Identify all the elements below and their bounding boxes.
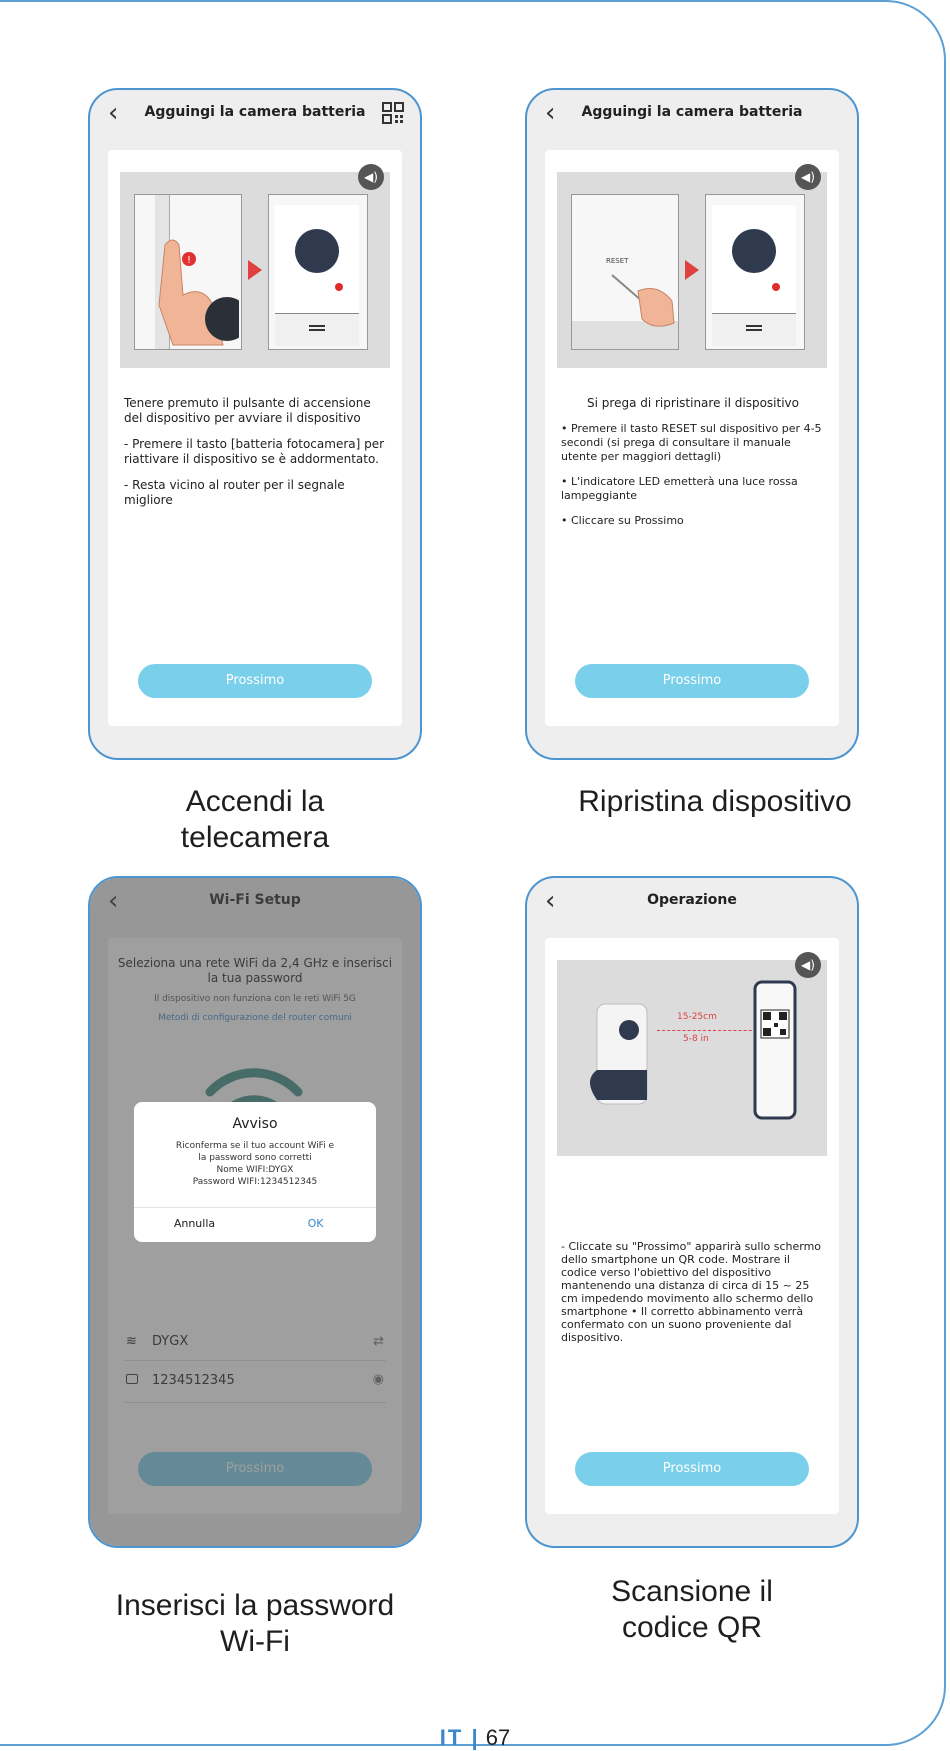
sound-icon[interactable]: ◀) — [795, 164, 821, 190]
dialog-line-3: Nome WIFI:DYGX — [216, 1165, 294, 1175]
illustration-power-button — [120, 172, 390, 368]
caption-reset — [525, 784, 905, 820]
dialog-line-1: Riconferma se il tuo account WiFi e — [175, 1141, 335, 1151]
next-button[interactable]: Prossimo — [138, 664, 372, 698]
dialog-message — [134, 1140, 376, 1188]
caption-line-2: telecamera — [180, 821, 330, 854]
pin-hand-illustration — [608, 271, 678, 331]
camera-panel — [705, 194, 805, 350]
arrow-icon — [685, 260, 699, 280]
screen-title: Agguingi la camera batteria — [581, 104, 803, 120]
back-icon[interactable]: ‹ — [545, 98, 556, 128]
camera-panel — [268, 194, 368, 350]
qr-scan-icon[interactable] — [382, 102, 404, 124]
dialog-ok-button[interactable]: OK — [307, 1217, 324, 1230]
sound-icon[interactable]: ◀) — [795, 952, 821, 978]
dialog-cancel-button[interactable]: Annulla — [173, 1217, 216, 1230]
distance-line — [657, 1030, 767, 1031]
camera-lens-icon — [732, 229, 776, 273]
distance-cm: 15-25cm — [677, 1012, 717, 1022]
back-icon[interactable]: ‹ — [545, 886, 556, 916]
content-card — [545, 938, 839, 1514]
led-indicator — [335, 283, 343, 291]
distance-in: 5-8 in — [683, 1034, 709, 1044]
svg-text:!: ! — [186, 255, 192, 266]
main-instruction: - Cliccate su "Prossimo" apparirà sullo schermo dello smartphone un QR code. Mostrare il codice verso l'obiettivo del dispositivo mantenendo una distanza di circa di 15 ~ 25 cm impedendo movimento allo schermo dello smartphone • Il corretto abbinamento verrà confermato con un suono proveniente dal dispositivo. — [561, 1240, 822, 1344]
bullet-1: • Premere il tasto RESET sul dispositivo per 4-5 secondi (si prega di consultare il manuale utente per maggiori dettagli) — [561, 422, 822, 463]
illustration-qr-scan — [557, 960, 827, 1156]
screen-title: Agguingi la camera batteria — [144, 104, 366, 120]
finger-press-illustration — [155, 235, 239, 349]
phone-screen-reset — [525, 88, 859, 760]
bullet-1: - Premere il tasto [batteria fotocamera] per riattivare il dispositivo se è addormentato. — [124, 437, 385, 466]
led-indicator — [772, 283, 780, 291]
device-side-panel — [134, 194, 242, 350]
phone-header — [90, 90, 420, 140]
caption-wifi-password — [60, 1588, 450, 1660]
caption-line-2: Wi-Fi — [220, 1625, 290, 1658]
dialog-title: Avviso — [232, 1116, 278, 1132]
caption-line-1: Ripristina dispositivo — [578, 785, 852, 818]
caption-line-2: codice QR — [621, 1611, 763, 1644]
next-button[interactable]: Prossimo — [575, 1452, 809, 1486]
phone-screen-power-on — [88, 88, 422, 760]
caption-scan-qr — [525, 1574, 859, 1646]
sound-icon[interactable]: ◀) — [358, 164, 384, 190]
instructions-text — [561, 1240, 825, 1355]
bullet-2: - Resta vicino al router per il segnale migliore — [124, 478, 345, 507]
phone-header — [527, 878, 857, 928]
phone-header — [527, 90, 857, 140]
dialog-actions — [134, 1207, 376, 1242]
content-card — [545, 150, 839, 726]
arrow-icon — [248, 260, 262, 280]
bullet-2: • L'indicatore LED emetterà una luce rossa lampeggiante — [561, 475, 798, 502]
main-instruction: Si prega di ripristinare il dispositivo — [587, 396, 799, 410]
device-back-panel — [571, 194, 679, 350]
language-code: IT | — [439, 1725, 480, 1750]
smartphone-qr-illustration — [753, 980, 797, 1120]
next-button[interactable]: Prossimo — [575, 664, 809, 698]
confirm-dialog — [134, 1102, 376, 1242]
phone-screen-wifi-setup — [88, 876, 422, 1548]
main-instruction: Tenere premuto il pulsante di accensione del dispositivo per avviare il dispositivo — [124, 396, 371, 425]
content-card — [108, 150, 402, 726]
illustration-reset — [557, 172, 827, 368]
reset-label: RESET — [606, 257, 629, 265]
instructions-text — [124, 396, 388, 519]
camera-illustration — [587, 1000, 657, 1110]
phone-screen-scan-qr — [525, 876, 859, 1548]
caption-power-on — [88, 784, 422, 856]
camera-lens-icon — [295, 229, 339, 273]
caption-line-1: Inserisci la password — [115, 1589, 395, 1622]
page-number: 67 — [485, 1725, 511, 1750]
back-icon[interactable]: ‹ — [108, 98, 119, 128]
page-footer — [0, 1725, 950, 1751]
dialog-line-4: Password WIFI:1234512345 — [192, 1177, 318, 1187]
screen-title: Operazione — [647, 892, 737, 908]
caption-line-1: Accendi la — [185, 785, 325, 818]
dialog-line-2: la password sono corretti — [198, 1153, 312, 1163]
caption-line-1: Scansione il — [611, 1575, 773, 1608]
instructions-text — [561, 396, 825, 539]
bullet-3: • Cliccare su Prossimo — [561, 514, 684, 527]
